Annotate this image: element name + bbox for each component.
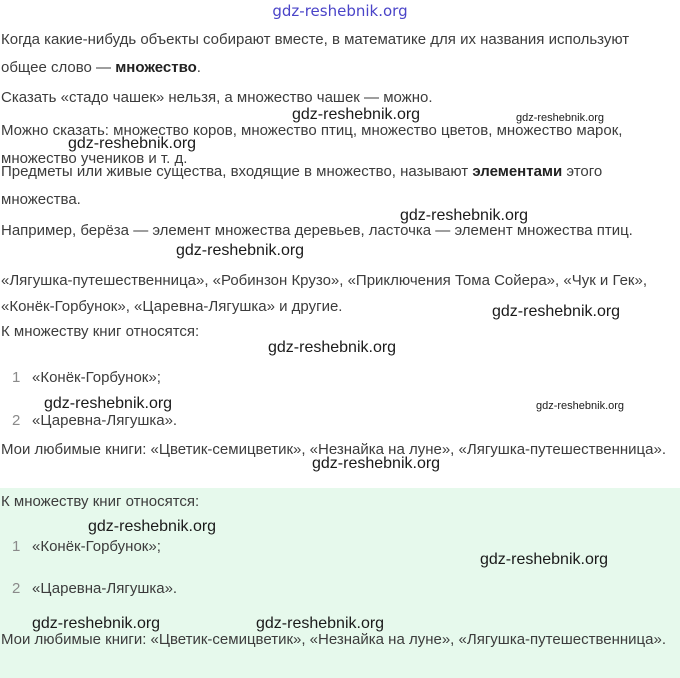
list-number: 2 [12, 412, 21, 429]
watermark-text: gdz-reshebnik.org [176, 242, 305, 259]
watermark-text: gdz-reshebnik.org [44, 395, 173, 412]
watermark-text: gdz-reshebnik.org [312, 455, 441, 472]
list-item [12, 410, 177, 432]
term-set: множество [115, 59, 197, 76]
watermark-text: gdz-reshebnik.org [292, 106, 421, 123]
watermark-text: gdz-reshebnik.org [400, 207, 529, 224]
intro-paragraph-4 [1, 158, 672, 214]
list-number: 2 [12, 580, 21, 597]
watermark-text: gdz-reshebnik.org [516, 112, 605, 124]
watermark-text: gdz-reshebnik.org [268, 339, 397, 356]
watermark-text: gdz-reshebnik.org [480, 551, 609, 568]
intro-paragraph-5: Например, берёза — элемент множества деревьев, ласточка — элемент множества птиц. [1, 222, 633, 239]
intro-paragraph-6: «Лягушка-путешественница», «Робинзон Крузо», «Приключения Тома Сойера», «Чук и Гек», «Конёк-Горбунок», «Царевна-Лягушка» и другие. [1, 272, 648, 315]
intro-paragraph-3: Можно сказать: множество коров, множество птиц, множество цветов, множество марок, множество учеников и т. д. [1, 122, 623, 167]
list-text: «Конёк-Горбунок»; [32, 538, 161, 555]
answer-favorites: Мои любимые книги: «Цветик-семицветик», «Незнайка на луне», «Лягушка-путешественница». [1, 631, 666, 648]
intro-text: Когда какие-нибудь объекты собирают вместе, в математике для их названия используют общее слово — [1, 31, 630, 76]
intro-paragraph-2: Сказать «стадо чашек» нельзя, а множество чашек — можно. [1, 89, 433, 106]
site-header-link[interactable]: gdz-reshebnik.org [272, 2, 408, 20]
watermark-text: gdz-reshebnik.org [32, 615, 161, 632]
list-number: 1 [12, 538, 21, 555]
intro-period: . [196, 59, 201, 76]
watermark-text: gdz-reshebnik.org [536, 400, 625, 412]
list-number: 1 [12, 369, 21, 386]
list-text: «Конёк-Горбунок»; [32, 369, 161, 386]
watermark-text: gdz-reshebnik.org [256, 615, 385, 632]
answer-heading: К множеству книг относятся: [1, 493, 200, 510]
watermark-text: gdz-reshebnik.org [88, 518, 217, 535]
task-favorites: Мои любимые книги: «Цветик-семицветик», «Незнайка на луне», «Лягушка-путешественница». [1, 441, 666, 458]
list-item [12, 536, 161, 558]
list-item [12, 578, 177, 600]
list-text: «Царевна-Лягушка». [32, 580, 178, 597]
watermark-text: gdz-reshebnik.org [68, 135, 197, 152]
intro-end: этого множества. [1, 163, 603, 208]
watermark-text: gdz-reshebnik.org [492, 303, 621, 320]
term-elements: элементами [472, 163, 563, 180]
list-text: «Царевна-Лягушка». [32, 412, 178, 429]
intro-paragraph-1 [1, 26, 672, 82]
intro-text: Предметы или живые существа, входящие в множество, называют [1, 163, 473, 180]
list-item [12, 367, 161, 389]
task-heading: К множеству книг относятся: [1, 323, 200, 340]
